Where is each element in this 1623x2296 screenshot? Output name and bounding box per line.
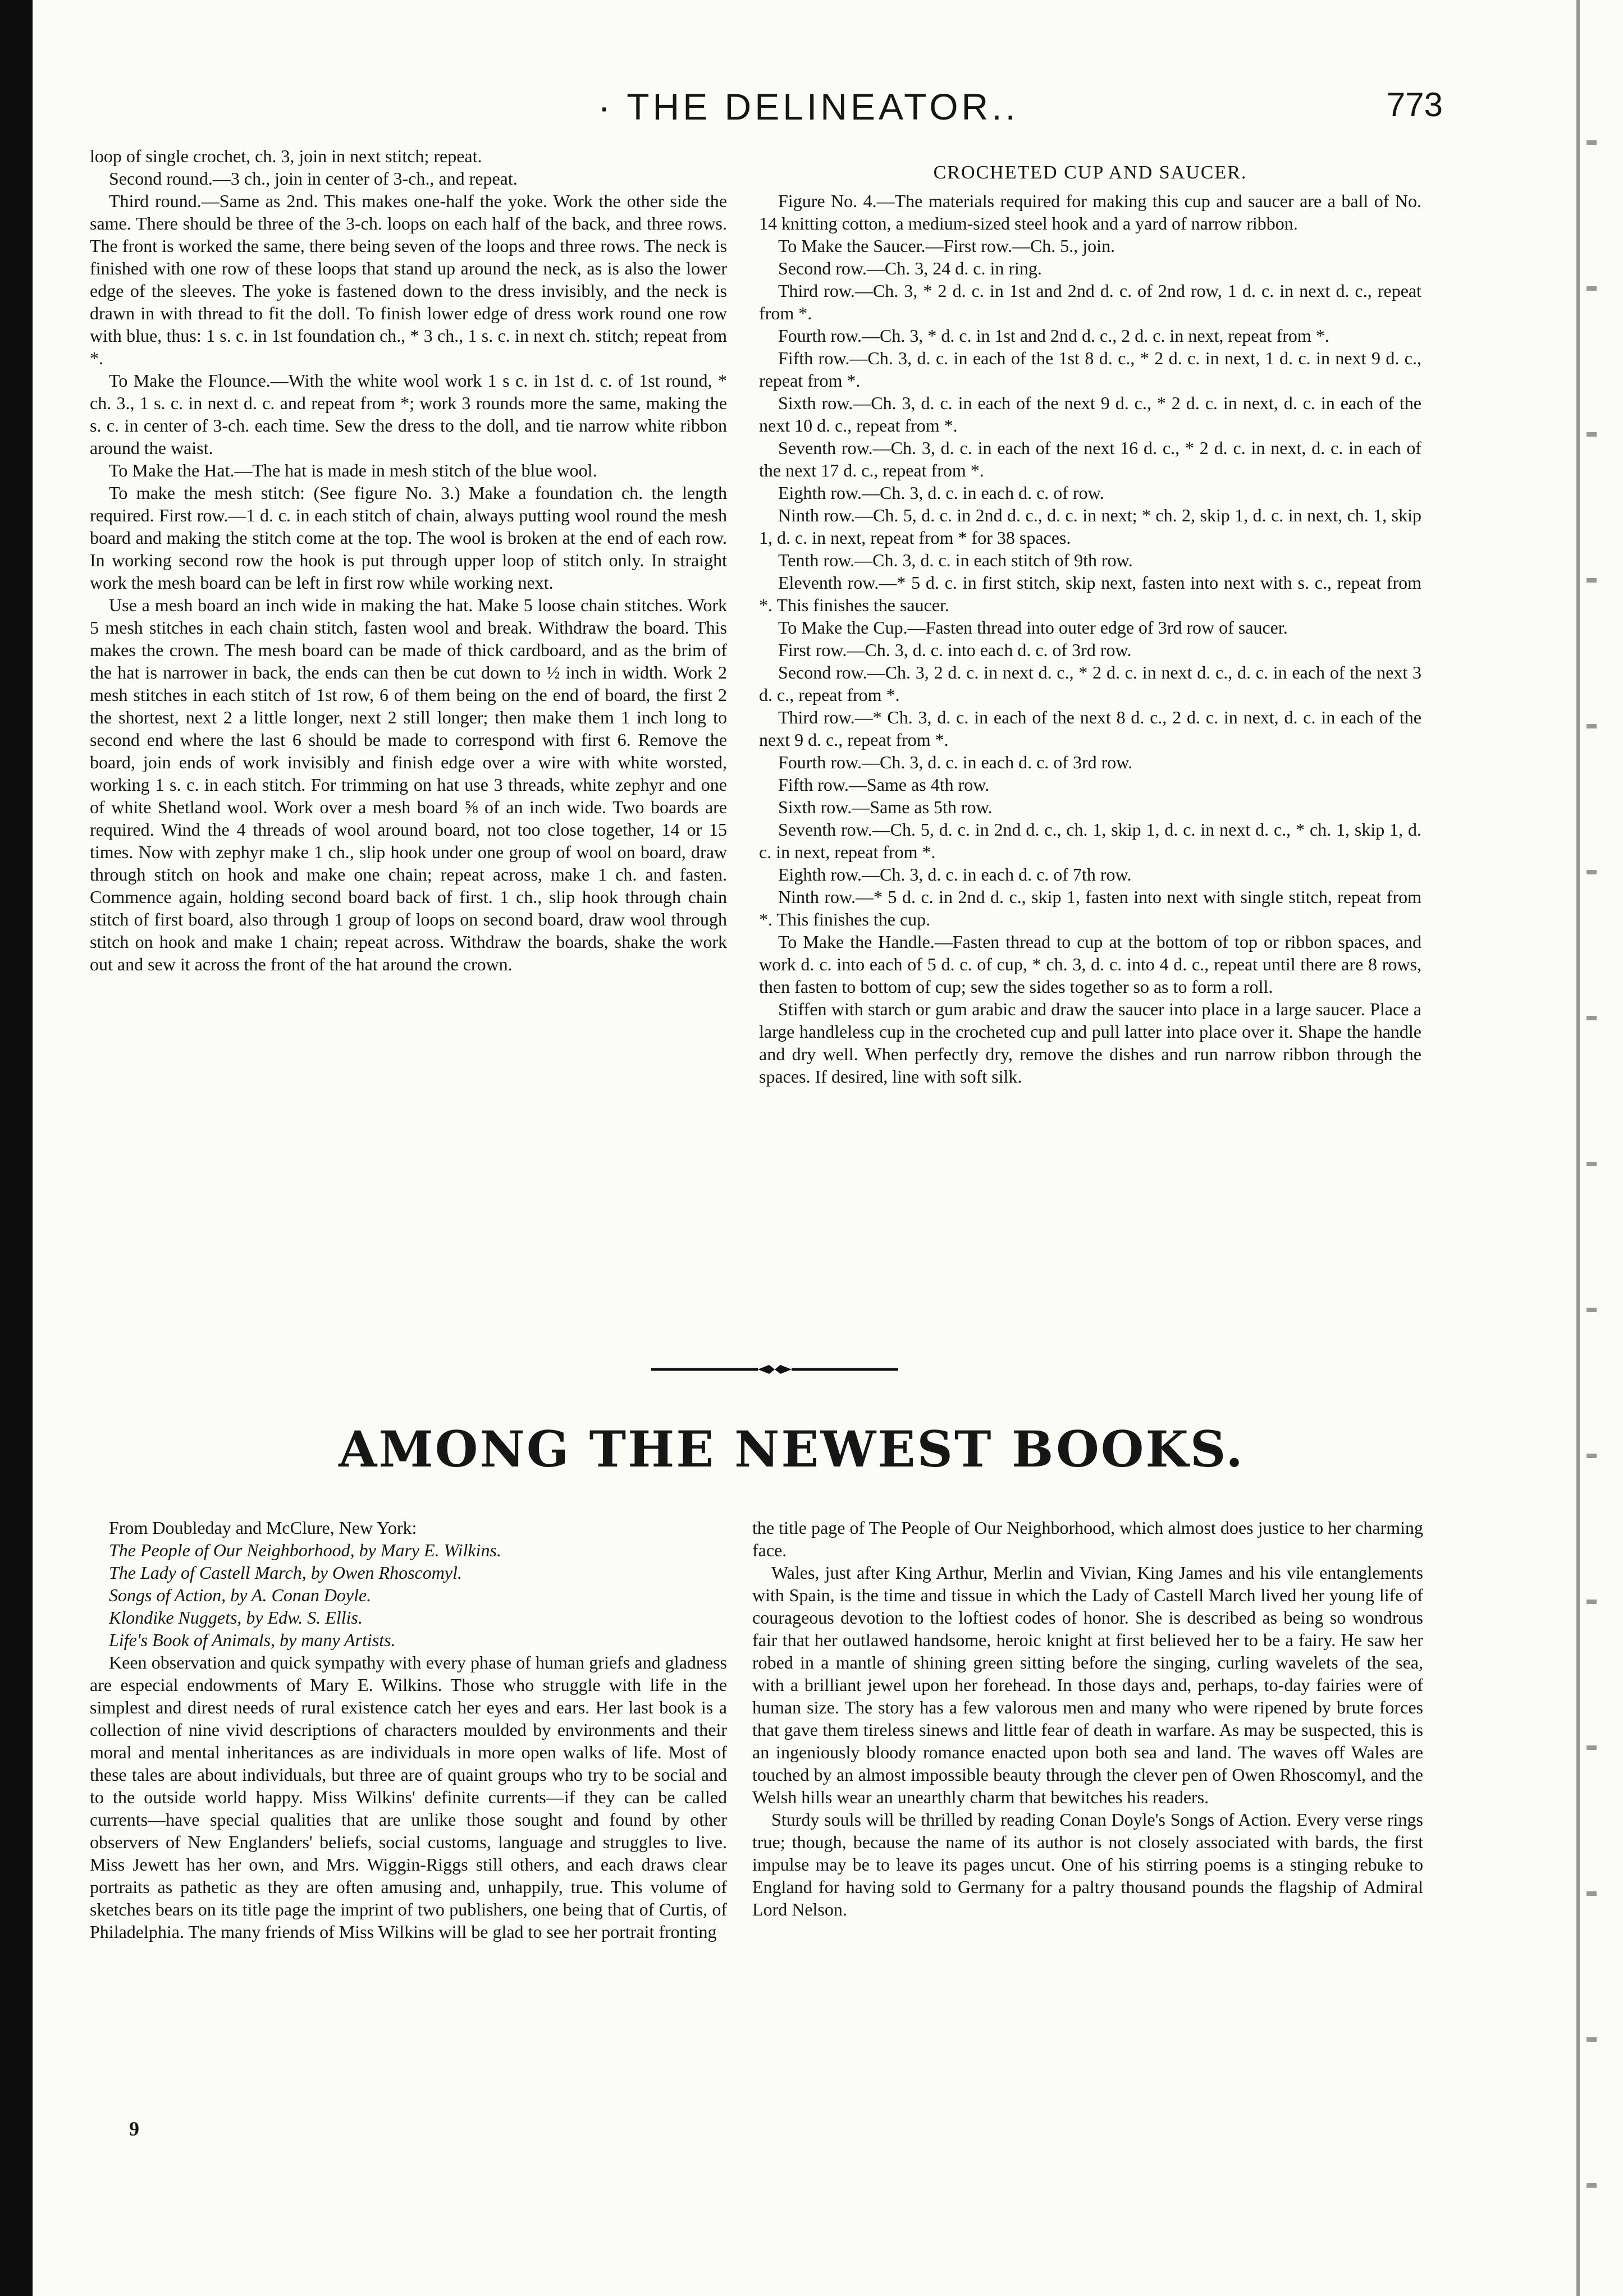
scan-right-edge	[1576, 0, 1580, 2296]
paragraph: Eighth row.—Ch. 3, d. c. in each d. c. of row.	[778, 483, 1104, 503]
scan-left-edge	[0, 0, 33, 2296]
paragraph: To make the mesh stitch: (See figure No. 3.) Make a foundation ch. the length required. First row.—1 d. c. in each stitch of chain, always putting wool round the mesh board and making the stitch come at the top. The wool is broken at the end of each row. In working second row the hook is put through upper loop of stitch only. In straight work the mesh board can be left in first row while working next.	[90, 483, 727, 593]
page-number: 773	[1386, 86, 1443, 123]
paragraph: Eighth row.—Ch. 3, d. c. in each d. c. of 7th row.	[778, 864, 1132, 885]
paragraph: Seventh row.—Ch. 3, d. c. in each of the next 16 d. c., * 2 d. c. in next, d. c. in each of the next 17 d. c., repeat from *.	[759, 438, 1421, 480]
paragraph: Stiffen with starch or gum arabic and draw the saucer into place in a large saucer. Place a large handleless cup in the crocheted cup and pull latter into place over it. Shape the handle and dry well. When perfectly dry, remove the dishes and run narrow ribbon through the spaces. If desired, line with soft silk.	[759, 999, 1421, 1087]
paragraph: Sixth row.—Same as 5th row.	[778, 797, 993, 817]
book-listing	[90, 1539, 727, 1561]
book-listing	[90, 1584, 727, 1606]
paragraph: To Make the Cup.—Fasten thread into outer edge of 3rd row of saucer.	[778, 617, 1288, 638]
column-top-right	[759, 145, 1421, 1088]
book-title: Klondike Nuggets, by Edw. S. Ellis.	[109, 1607, 363, 1628]
book-title: The Lady of Castell March, by Owen Rhoscomyl.	[109, 1562, 462, 1583]
column-top-left	[90, 145, 727, 975]
book-listing	[90, 1606, 727, 1629]
paragraph: Third row.—* Ch. 3, d. c. in each of the next 8 d. c., 2 d. c. in next, d. c. in each of the next 9 d. c., repeat from *.	[759, 707, 1421, 750]
paragraph: Eleventh row.—* 5 d. c. in first stitch, skip next, fasten into next with s. c., repeat from *. This finishes the saucer.	[759, 572, 1421, 615]
paragraph: Fourth row.—Ch. 3, d. c. in each d. c. of 3rd row.	[778, 752, 1133, 772]
paragraph: To Make the Flounce.—With the white wool work 1 s c. in 1st d. c. of 1st round, * ch. 3., 1 s. c. in next d. c. and repeat from *; work 3 rounds more the same, making the s. c. in center of 3-ch. each time. Sew the dress to the doll, and tie narrow white ribbon around the waist.	[90, 370, 727, 458]
paragraph: Keen observation and quick sympathy with every phase of human griefs and gladness are especial endowments of Mary E. Wilkins. Those who struggle with life in the simplest and direst needs of rural existence catch her eyes and ears. Her last book is a collection of nine vivid descriptions of characters moulded by environments and their moral and mental inheritances as are individuals in more open walks of life. Most of these tales are about individuals, but three are of quaint groups who try to be social and to the outside world happy. Miss Wilkins' definite currents—if they can be called currents—have special qualities that are unlike those sought and found by other observers of New Englanders' beliefs, social customs, language and struggles to live. Miss Jewett has her own, and Mrs. Wiggin-Riggs still others, and each draws clear portraits as pathetic as they are often amusing and, unhappily, true. This volume of sketches bears on its title page the imprint of two publishers, one being that of Curtis, of Philadelphia. The many friends of Miss Wilkins will be glad to see her portrait fronting	[90, 1652, 727, 1942]
paragraph: loop of single crochet, ch. 3, join in next stitch; repeat.	[90, 146, 482, 166]
paragraph: Wales, just after King Arthur, Merlin and Vivian, King James and his vile entanglements with Spain, is the time and tissue in which the Lady of Castell March lived her young life of courageous devotion to the loftiest codes of honor. She is described as being so wondrous fair that her outlawed handsome, heroic knight at first believed her to be a fairy. He saw her robed in a mantle of shining green sitting before the singing, curling wavelets of the sea, with a brilliant jewel upon her forehead. In those days and, perhaps, to-day fairies were of human size. The story has a few valorous men and many who were ripened by brute forces that gave them tireless sinews and little fear of death in warfare. As may be suspected, this is an ingeniously bloody romance enacted upon both sea and land. The waves off Wales are touched by an almost impossible beauty through the clever pen of Owen Rhoscomyl, and the Welsh hills wear an unearthly charm that bewitches his readers.	[752, 1562, 1423, 1807]
publisher-line: From Doubleday and McClure, New York:	[109, 1518, 417, 1538]
paragraph: Sixth row.—Ch. 3, d. c. in each of the next 9 d. c., * 2 d. c. in next, d. c. in each of the next 10 d. c., repeat from *.	[759, 393, 1421, 436]
paragraph: Second row.—Ch. 3, 2 d. c. in next d. c., * 2 d. c. in next d. c., d. c. in each of the next 3 d. c., repeat from *.	[759, 662, 1421, 705]
signature-mark: 9	[129, 2118, 139, 2140]
paragraph: Fifth row.—Ch. 3, d. c. in each of the 1st 8 d. c., * 2 d. c. in next, 1 d. c. in next 9 d. c., repeat from *.	[759, 348, 1421, 391]
paragraph: Second row.—Ch. 3, 24 d. c. in ring.	[778, 258, 1042, 278]
paragraph: Third round.—Same as 2nd. This makes one-half the yoke. Work the other side the same. There should be three of the 3-ch. loops on each half of the back, and three rows. The front is worked the same, there being seven of the loops and three rows. The neck is finished with one row of these loops that stand up around the neck, as is also the lower edge of the sleeves. The yoke is fastened down to the dress invisibly, and the neck is drawn in with thread to fit the doll. To finish lower edge of dress work round one row with blue, thus: 1 s. c. in 1st foundation ch., * 3 ch., 1 s. c. in next ch. stitch; repeat from *.	[90, 191, 727, 368]
paragraph: Sturdy souls will be thrilled by reading Conan Doyle's Songs of Action. Every verse rings true; though, because the name of its author is not closely associated with bards, the first impulse may be to leave its pages uncut. One of his stirring poems is a stinging rebuke to England for having sold to Germany for a paltry thousand pounds the flagship of Admiral Lord Nelson.	[752, 1809, 1423, 1919]
book-listing	[90, 1629, 727, 1651]
paragraph: Second round.—3 ch., join in center of 3-ch., and repeat.	[109, 168, 518, 189]
paragraph: Figure No. 4.—The materials required for making this cup and saucer are a ball of No. 14 knitting cotton, a medium-sized steel hook and a yard of narrow ribbon.	[759, 191, 1421, 233]
paragraph: To Make the Handle.—Fasten thread to cup at the bottom of top or ribbon spaces, and work d. c. into each of 5 d. c. of cup, * ch. 3, d. c. into 4 d. c., repeat until there are 8 rows, then fasten to bottom of cup; sew the sides together so as to form a roll.	[759, 932, 1421, 997]
section-title: AMONG THE NEWEST BOOKS.	[339, 1420, 1245, 1478]
column-bottom-right	[752, 1516, 1423, 1921]
running-header: · THE DELINEATOR..	[598, 86, 1019, 127]
paragraph: To Make the Hat.—The hat is made in mesh stitch of the blue wool.	[109, 460, 597, 480]
ornamental-divider	[651, 1358, 898, 1381]
paragraph: Fifth row.—Same as 4th row.	[778, 775, 990, 795]
article-heading: CROCHETED CUP AND SAUCER.	[933, 162, 1247, 183]
paragraph: Ninth row.—* 5 d. c. in 2nd d. c., skip 1, fasten into next with single stitch, repeat from *. This finishes the cup.	[759, 887, 1421, 929]
paragraph: Tenth row.—Ch. 3, d. c. in each stitch of 9th row.	[778, 550, 1133, 570]
paragraph: Use a mesh board an inch wide in making the hat. Make 5 loose chain stitches. Work 5 mesh stitches in each chain stitch, fasten wool and break. Withdraw the board. This makes the crown. The mesh board can be made of thick cardboard, and as the brim of the hat is narrower in back, the ends can then be cut down to ½ inch in width. Work 2 mesh stitches in each stitch of 1st row, 6 of them being on the end of board, the first 2 the shortest, next 2 a little longer, next 2 still longer; then make them 1 inch long to second end where the last 6 should be made to correspond with first 6. Remove the board, join ends of work invisibly and finish edge over a wire with white worsted, working 1 s. c. in each stitch. For trimming on hat use 3 threads, white zephyr and one of white Shetland wool. Work over a mesh board ⅝ of an inch wide. Two boards are required. Wind the 4 threads of wool around board, not too close together, 14 or 15 times. Now with zephyr make 1 ch., slip hook under one group of wool on board, draw through stitch on hook and make one chain; repeat across, make 1 ch. and fasten. Commence again, holding second board back of first. 1 ch., slip hook through chain stitch of first board, also through 1 group of loops on second board, draw wool through stitch on hook and make 1 chain; repeat across. Withdraw the boards, shake the work out and sew it across the front of the hat around the crown.	[90, 595, 727, 974]
paragraph: Seventh row.—Ch. 5, d. c. in 2nd d. c., ch. 1, skip 1, d. c. in next d. c., * ch. 1, skip 1, d. c. in next, repeat from *.	[759, 819, 1421, 862]
paragraph: Fourth row.—Ch. 3, * d. c. in 1st and 2nd d. c., 2 d. c. in next, repeat from *.	[778, 326, 1329, 346]
book-title: Life's Book of Animals, by many Artists.	[109, 1630, 396, 1650]
paragraph: To Make the Saucer.—First row.—Ch. 5., join.	[778, 236, 1115, 256]
scan-margin-specks	[1587, 45, 1597, 2234]
paragraph: the title page of The People of Our Neighborhood, which almost does justice to her charming face.	[752, 1518, 1423, 1560]
book-title: Songs of Action, by A. Conan Doyle.	[109, 1585, 372, 1605]
column-bottom-left	[90, 1516, 727, 1943]
paragraph: Ninth row.—Ch. 5, d. c. in 2nd d. c., d. c. in next; * ch. 2, skip 1, d. c. in next, ch. 1, skip 1, d. c. in next, repeat from * for 38 spaces.	[759, 505, 1421, 548]
paragraph: First row.—Ch. 3, d. c. into each d. c. of 3rd row.	[778, 640, 1132, 660]
book-title: The People of Our Neighborhood, by Mary E. Wilkins.	[109, 1540, 501, 1560]
book-listing	[90, 1561, 727, 1584]
paragraph: Third row.—Ch. 3, * 2 d. c. in 1st and 2nd d. c. of 2nd row, 1 d. c. in next d. c., repeat from *.	[759, 281, 1421, 323]
